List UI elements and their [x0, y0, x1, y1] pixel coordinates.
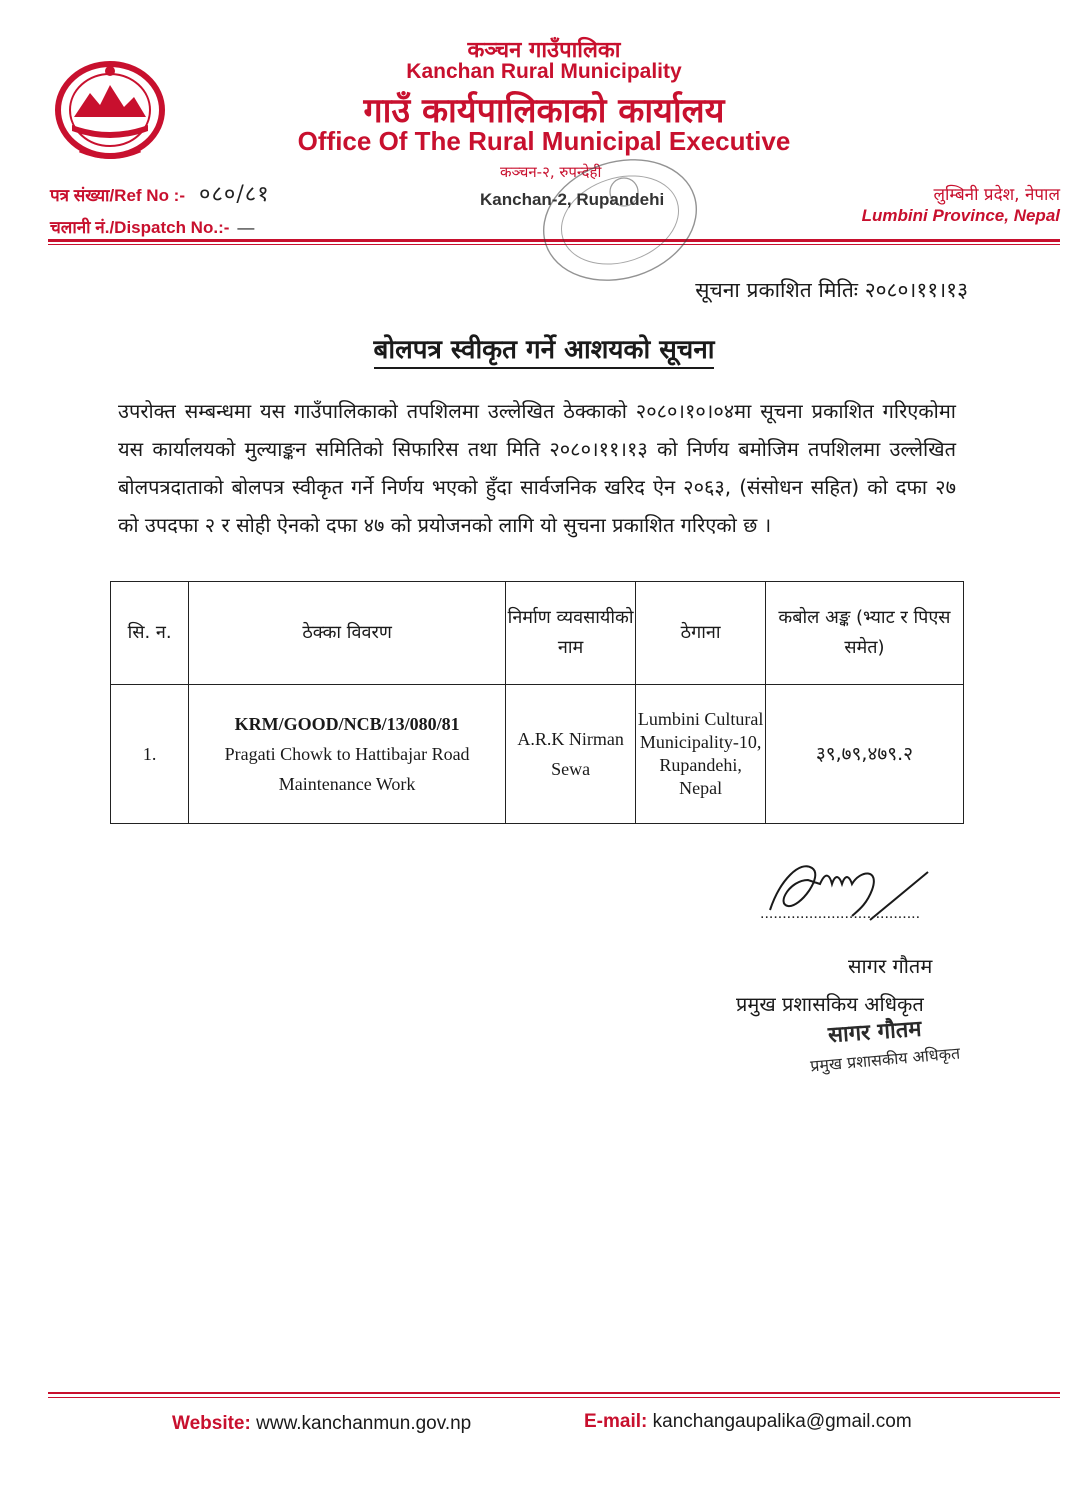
cell-contractor: A.R.K Nirman Sewa	[505, 685, 635, 824]
office-address-np: कञ्चन-२, रुपन्देही	[500, 163, 602, 181]
col-contractor: निर्माण व्यवसायीको नाम	[505, 582, 635, 685]
office-name-en: Office Of The Rural Municipal Executive	[297, 126, 791, 156]
table-header-row	[111, 582, 964, 685]
notice-title	[0, 330, 1088, 366]
col-contract: ठेक्का विवरण	[189, 582, 506, 685]
col-serial: सि. न.	[111, 582, 189, 685]
contract-code: KRM/GOOD/NCB/13/080/81	[234, 714, 460, 734]
municipality-name-en: Kanchan Rural Municipality	[406, 60, 682, 83]
dispatch-label: चलानी नं./Dispatch No.:-	[50, 218, 230, 237]
email-link[interactable]: kanchangaupalika@gmail.com	[652, 1411, 912, 1432]
cell-serial: 1.	[111, 685, 189, 824]
col-address: ठेगाना	[636, 582, 766, 685]
cell-address: Lumbini Cultural Municipality-10, Rupandehi, Nepal	[636, 685, 766, 824]
office-stamp	[520, 150, 710, 320]
notice-title-text: बोलपत्र स्वीकृत गर्ने आशयको सूचना	[374, 335, 715, 369]
website-link[interactable]: www.kanchanmun.gov.np	[256, 1413, 472, 1434]
notice-body: उपरोक्त सम्बन्धमा यस गाउँपालिकाको तपशिलमा उल्लेखित ठेक्काको २०८०।१०।०४मा सूचना प्रकाशित गरिएकोमा यस कार्यालयको मुल्याङ्कन समितिको सिफारिस तथा मिति २०८०।११।१३ को निर्णय बमोजिम तपशिलमा उल्लेखित बोलपत्रदाताको बोलपत्र स्वीकृत गर्ने निर्णय भएको हुँदा सार्वजनिक खरिद ऐन २०६३, (संसोधन सहित) को दफा २७ को उपदफा २ र सोही ऐनको दफा ४७ को प्रयोजनको लागि यो सुचना प्रकाशित गरिएको छ ।	[118, 399, 956, 537]
tender-table	[110, 581, 964, 824]
footer-divider-thin	[48, 1397, 1060, 1398]
cell-contract	[189, 685, 506, 824]
col-amount: कबोल अङ्क (भ्याट र पिएस समेत)	[765, 582, 963, 685]
office-address-en: Kanchan-2, Rupandehi	[480, 190, 665, 209]
province-en: Lumbini Province, Nepal	[861, 206, 1060, 225]
municipality-name-np: कञ्चन गाउँपालिका	[467, 38, 621, 63]
cell-amount: ३९,७९,४७९.२	[765, 685, 963, 824]
dispatch-number	[50, 215, 254, 238]
office-name-np: गाउँ कार्यपालिकाको कार्यालय	[363, 91, 725, 131]
signatory-title: प्रमुख प्रशासकिय अधिकृत	[736, 992, 924, 1016]
footer-website	[172, 1413, 471, 1435]
signature-line: ....................................	[760, 905, 921, 922]
published-date: सूचना प्रकाशित मितिः २०८०।११।१३	[695, 278, 968, 302]
website-label: Website:	[172, 1413, 251, 1434]
table-row	[111, 685, 964, 824]
ref-value: ०८०/८१	[199, 182, 270, 207]
seal-title: प्रमुख प्रशासकीय अधिकृत	[809, 1043, 961, 1076]
province-np: लुम्बिनी प्रदेश, नेपाल	[933, 185, 1060, 205]
contract-description: Pragati Chowk to Hattibajar Road Maintenance Work	[224, 744, 470, 794]
seal-name: सागर गौतम	[827, 1016, 923, 1049]
footer-email	[584, 1411, 912, 1433]
ref-label: पत्र संख्या/Ref No :-	[50, 186, 186, 205]
signatory-name: सागर गौतम	[848, 954, 933, 978]
email-label: E-mail:	[584, 1411, 648, 1432]
footer-divider	[48, 1392, 1060, 1394]
dispatch-value: —	[237, 218, 255, 237]
ref-number	[50, 178, 270, 208]
